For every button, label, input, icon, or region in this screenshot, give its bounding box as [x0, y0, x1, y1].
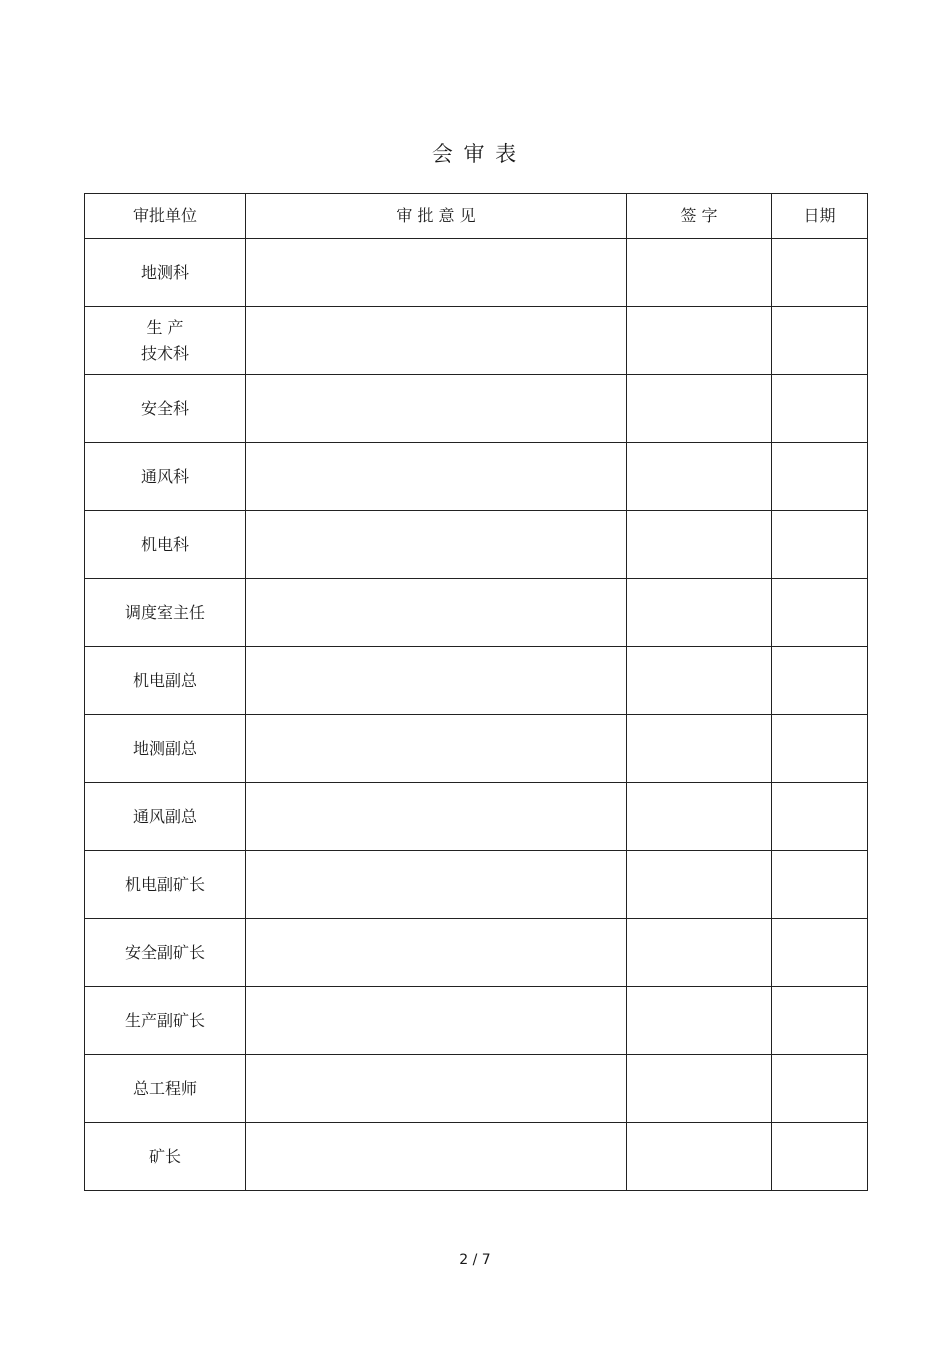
date-cell[interactable]: [772, 511, 868, 579]
signature-cell[interactable]: [627, 987, 772, 1055]
signature-cell[interactable]: [627, 307, 772, 375]
table-row: [85, 919, 868, 987]
date-cell[interactable]: [772, 715, 868, 783]
opinion-cell[interactable]: [246, 239, 627, 307]
table-row: [85, 579, 868, 647]
page-number: 2 / 7: [459, 1252, 491, 1268]
header-signature: 签 字: [627, 194, 772, 239]
opinion-cell[interactable]: [246, 511, 627, 579]
signature-cell[interactable]: [627, 919, 772, 987]
table-row: [85, 783, 868, 851]
date-cell[interactable]: [772, 647, 868, 715]
review-table: [84, 193, 868, 1191]
signature-cell[interactable]: [627, 239, 772, 307]
date-cell[interactable]: [772, 239, 868, 307]
opinion-cell[interactable]: [246, 715, 627, 783]
signature-cell[interactable]: [627, 443, 772, 511]
signature-cell[interactable]: [627, 1055, 772, 1123]
signature-cell[interactable]: [627, 715, 772, 783]
signature-cell[interactable]: [627, 783, 772, 851]
table-row: [85, 1123, 868, 1191]
unit-cell: 安全科: [85, 375, 246, 443]
date-cell[interactable]: [772, 307, 868, 375]
unit-cell: 生 产 技术科: [85, 307, 246, 375]
date-cell[interactable]: [772, 851, 868, 919]
unit-cell: 通风副总: [85, 783, 246, 851]
header-date: 日期: [772, 194, 868, 239]
unit-cell: 通风科: [85, 443, 246, 511]
header-opinion: 审 批 意 见: [246, 194, 627, 239]
table-row: [85, 307, 868, 375]
signature-cell[interactable]: [627, 579, 772, 647]
date-cell[interactable]: [772, 579, 868, 647]
table-row: [85, 443, 868, 511]
signature-cell[interactable]: [627, 1123, 772, 1191]
table-row: [85, 239, 868, 307]
opinion-cell[interactable]: [246, 1123, 627, 1191]
unit-cell: 调度室主任: [85, 579, 246, 647]
opinion-cell[interactable]: [246, 579, 627, 647]
date-cell[interactable]: [772, 375, 868, 443]
signature-cell[interactable]: [627, 511, 772, 579]
opinion-cell[interactable]: [246, 919, 627, 987]
header-row: [85, 194, 868, 239]
signature-cell[interactable]: [627, 375, 772, 443]
date-cell[interactable]: [772, 783, 868, 851]
table-row: [85, 511, 868, 579]
date-cell[interactable]: [772, 987, 868, 1055]
date-cell[interactable]: [772, 1123, 868, 1191]
date-cell[interactable]: [772, 443, 868, 511]
unit-cell: 机电科: [85, 511, 246, 579]
document-title: 会 审 表: [431, 142, 519, 166]
unit-cell: 矿长: [85, 1123, 246, 1191]
table-row: [85, 851, 868, 919]
unit-cell: 机电副矿长: [85, 851, 246, 919]
opinion-cell[interactable]: [246, 851, 627, 919]
signature-cell[interactable]: [627, 647, 772, 715]
unit-cell: 安全副矿长: [85, 919, 246, 987]
opinion-cell[interactable]: [246, 783, 627, 851]
opinion-cell[interactable]: [246, 1055, 627, 1123]
unit-cell: 地测科: [85, 239, 246, 307]
unit-cell: 机电副总: [85, 647, 246, 715]
date-cell[interactable]: [772, 919, 868, 987]
header-unit: 审批单位: [85, 194, 246, 239]
unit-cell: 总工程师: [85, 1055, 246, 1123]
table-row: [85, 647, 868, 715]
table-row: [85, 1055, 868, 1123]
date-cell[interactable]: [772, 1055, 868, 1123]
opinion-cell[interactable]: [246, 443, 627, 511]
opinion-cell[interactable]: [246, 987, 627, 1055]
table-row: [85, 375, 868, 443]
opinion-cell[interactable]: [246, 647, 627, 715]
table-row: [85, 987, 868, 1055]
opinion-cell[interactable]: [246, 375, 627, 443]
unit-cell: 地测副总: [85, 715, 246, 783]
opinion-cell[interactable]: [246, 307, 627, 375]
table-row: [85, 715, 868, 783]
unit-cell: 生产副矿长: [85, 987, 246, 1055]
signature-cell[interactable]: [627, 851, 772, 919]
